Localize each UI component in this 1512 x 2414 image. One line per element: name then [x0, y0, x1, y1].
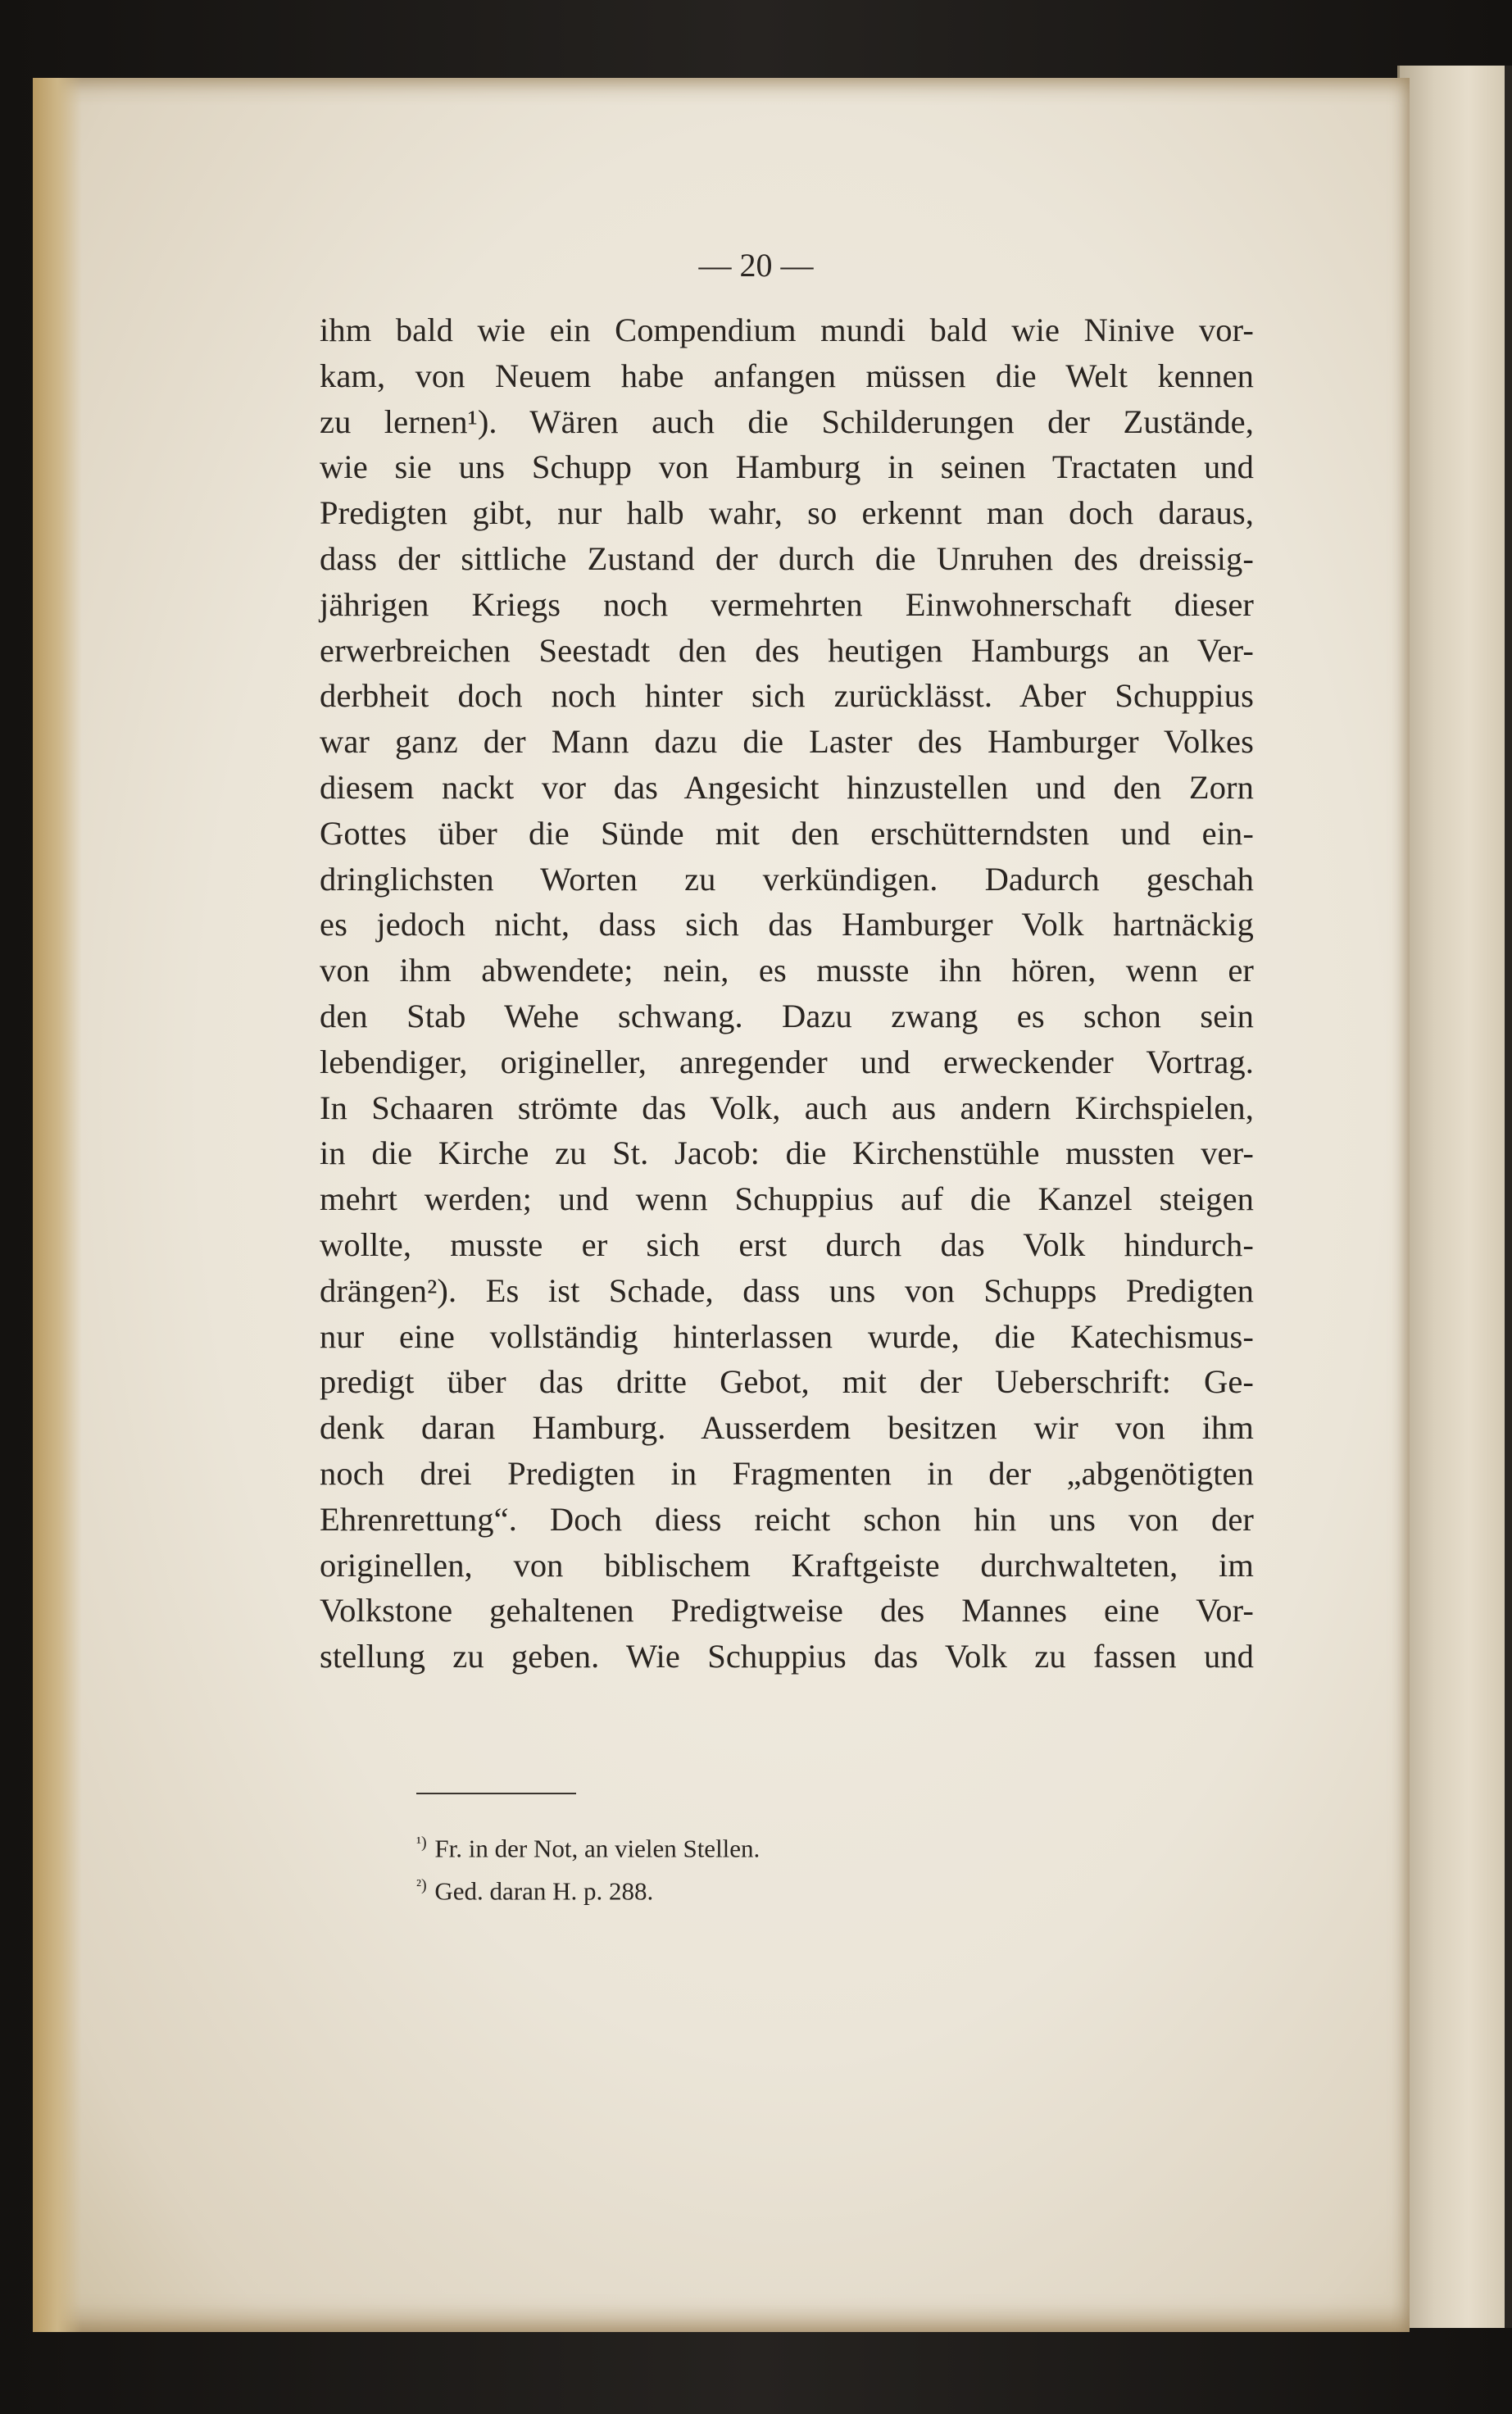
text-line: stellung zu geben. Wie Schuppius das Volk zu fassen und: [320, 1638, 1254, 1675]
text-line: mehrt werden; und wenn Schuppius auf die Kanzel steigen: [320, 1180, 1254, 1218]
text-line: erwerbreichen Seestadt den des heutigen Hamburgs an Ver-: [320, 631, 1254, 669]
footnote-mark: ¹): [416, 1834, 427, 1852]
text-line: noch drei Predigten in Fragmenten in der „abgenötigten: [320, 1454, 1254, 1492]
text-line: den Stab Wehe schwang. Dazu zwang es schon sein: [320, 997, 1254, 1034]
text-line: Gottes über die Sünde mit den erschütterndsten und ein-: [320, 814, 1254, 852]
page-number: [0, 246, 1512, 284]
text-line: Volkstone gehaltenen Predigtweise des Mannes eine Vor-: [320, 1592, 1254, 1630]
text-line: originellen, von biblischem Kraftgeiste durchwalteten, im: [320, 1546, 1254, 1584]
page-gutter-shadow: [33, 78, 82, 2332]
footnote-mark: ²): [416, 1876, 427, 1894]
text-line: In Schaaren strömte das Volk, auch aus andern Kirchspielen,: [320, 1089, 1254, 1126]
footnote-rule: [416, 1793, 576, 1794]
text-line: war ganz der Mann dazu die Laster des Hamburger Volkes: [320, 723, 1254, 761]
footnote-text: Ged. daran H. p. 288.: [434, 1876, 654, 1906]
text-line: drängen²). Es ist Schade, dass uns von Schupps Predigten: [320, 1271, 1254, 1309]
text-line: predigt über das dritte Gebot, mit der Ueberschrift: Ge-: [320, 1363, 1254, 1401]
text-line: diesem nackt vor das Angesicht hinzustellen und den Zorn: [320, 768, 1254, 806]
text-line: dringlichsten Worten zu verkündigen. Dadurch geschah: [320, 860, 1254, 898]
text-line: Predigten gibt, nur halb wahr, so erkennt man doch daraus,: [320, 494, 1254, 532]
footnote-text: Fr. in der Not, an vielen Stellen.: [434, 1834, 761, 1863]
next-page-edge: [1397, 66, 1512, 2328]
text-line: zu lernen¹). Wären auch die Schilderungen der Zustände,: [320, 402, 1254, 440]
page-number-text: — 20 —: [698, 247, 814, 284]
text-line: wie sie uns Schupp von Hamburg in seinen Tractaten und: [320, 448, 1254, 486]
text-line: denk daran Hamburg. Ausserdem besitzen wir von ihm: [320, 1409, 1254, 1447]
text-line: derbheit doch noch hinter sich zurücklässt. Aber Schuppius: [320, 677, 1254, 715]
text-line: nur eine vollständig hinterlassen wurde, die Katechismus-: [320, 1317, 1254, 1355]
text-line: ihm bald wie ein Compendium mundi bald wie Ninive vor-: [320, 311, 1254, 348]
text-line: von ihm abwendete; nein, es musste ihn hören, wenn er: [320, 952, 1254, 989]
body-text: [320, 307, 1254, 1680]
text-line: dass der sittliche Zustand der durch die Unruhen des dreissig-: [320, 539, 1254, 577]
text-line: in die Kirche zu St. Jacob: die Kirchenstühle mussten ver-: [320, 1134, 1254, 1172]
text-line: Ehrenrettung“. Doch diess reicht schon hin uns von der: [320, 1500, 1254, 1538]
footnotes: [416, 1821, 990, 1907]
footnote: [416, 1821, 990, 1864]
text-line: wollte, musste er sich erst durch das Volk hindurch-: [320, 1225, 1254, 1263]
text-line: jährigen Kriegs noch vermehrten Einwohnerschaft dieser: [320, 585, 1254, 623]
footnote: [416, 1864, 990, 1907]
text-line: kam, von Neuem habe anfangen müssen die Welt kennen: [320, 357, 1254, 394]
text-line: es jedoch nicht, dass sich das Hamburger Volk hartnäckig: [320, 906, 1254, 943]
text-line: lebendiger, origineller, anregender und erweckender Vortrag.: [320, 1043, 1254, 1080]
